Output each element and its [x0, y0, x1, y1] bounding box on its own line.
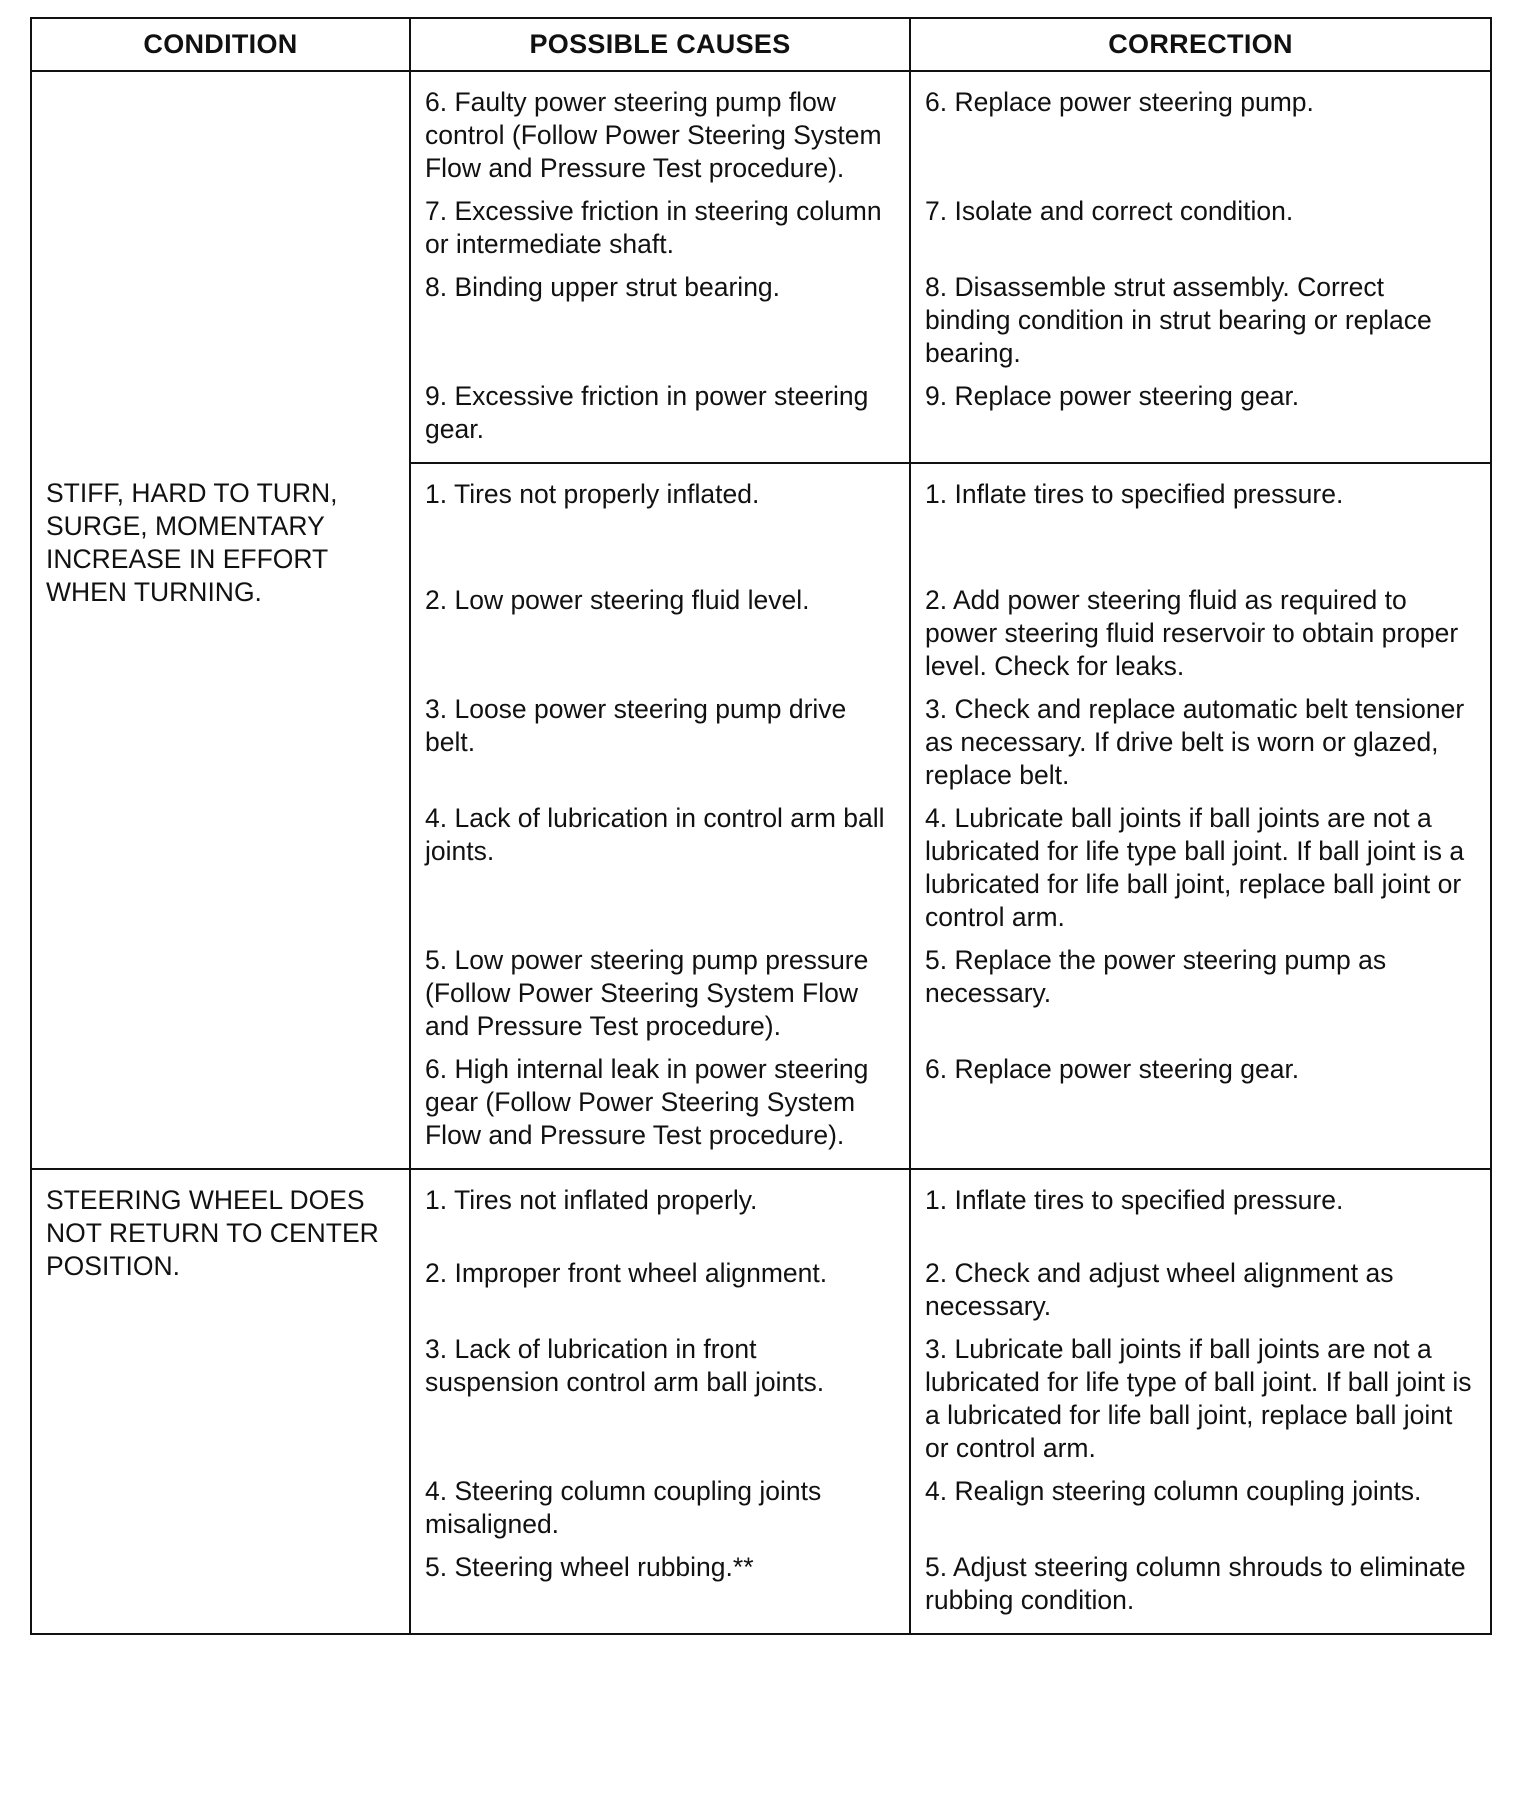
correction-text: 2. Check and adjust wheel alignment as necessary. [925, 1258, 1394, 1321]
header-condition: CONDITION [32, 19, 410, 71]
correction-text: 3. Check and replace automatic belt tensioner as necessary. If drive belt is worn or glazed, replace belt. [925, 694, 1465, 790]
condition-cell [32, 71, 410, 463]
table-row [32, 463, 1490, 584]
correction-text: 6. Replace power steering gear. [925, 1054, 1300, 1084]
correction-text: 4. Lubricate ball joints if ball joints are not a lubricated for life type ball joint. If ball joint is a lubricated for life ball joint, replace ball joint or control arm. [925, 803, 1465, 932]
cause-text: 1. Tires not inflated properly. [425, 1185, 758, 1215]
header-row [32, 19, 1490, 71]
table-row [32, 71, 1490, 195]
header-correction: CORRECTION [910, 19, 1490, 71]
correction-text: 1. Inflate tires to specified pressure. [925, 1185, 1344, 1215]
cause-text: 4. Steering column coupling joints misaligned. [425, 1476, 822, 1539]
cause-text: 5. Steering wheel rubbing.** [425, 1552, 754, 1582]
correction-text: 5. Adjust steering column shrouds to eliminate rubbing condition. [925, 1552, 1466, 1615]
cause-text: 3. Lack of lubrication in front suspension control arm ball joints. [425, 1334, 825, 1397]
correction-text: 8. Disassemble strut assembly. Correct binding condition in strut bearing or replace bearing. [925, 272, 1432, 368]
cause-text: 6. High internal leak in power steering gear (Follow Power Steering System Flow and Pressure Test procedure). [425, 1054, 869, 1150]
correction-text: 7. Isolate and correct condition. [925, 196, 1294, 226]
header-possible-causes: POSSIBLE CAUSES [410, 19, 910, 71]
table-row [32, 1169, 1490, 1257]
correction-text: 6. Replace power steering pump. [925, 87, 1314, 117]
cause-text: 7. Excessive friction in steering column or intermediate shaft. [425, 196, 882, 259]
cause-text: 5. Low power steering pump pressure (Follow Power Steering System Flow and Pressure Test procedure). [425, 945, 869, 1041]
diagnosis-table [32, 19, 1490, 1633]
condition-cell: STIFF, HARD TO TURN, SURGE, MOMENTARY INCREASE IN EFFORT WHEN TURNING. [32, 463, 410, 1169]
condition-cell: STEERING WHEEL DOES NOT RETURN TO CENTER POSITION. [32, 1169, 410, 1633]
diagnosis-table-sheet [30, 17, 1492, 1635]
correction-text: 9. Replace power steering gear. [925, 381, 1300, 411]
correction-text: 1. Inflate tires to specified pressure. [925, 479, 1344, 509]
correction-text: 4. Realign steering column coupling joints. [925, 1476, 1422, 1506]
cause-text: 1. Tires not properly inflated. [425, 479, 760, 509]
correction-text: 3. Lubricate ball joints if ball joints are not a lubricated for life type of ball joint. If ball joint is a lubricated for life ball joint, replace ball joint or control arm. [925, 1334, 1472, 1463]
cause-text: 2. Improper front wheel alignment. [425, 1258, 828, 1288]
correction-text: 5. Replace the power steering pump as necessary. [925, 945, 1387, 1008]
cause-text: 4. Lack of lubrication in control arm ball joints. [425, 803, 885, 866]
cause-text: 6. Faulty power steering pump flow control (Follow Power Steering System Flow and Pressure Test procedure). [425, 87, 882, 183]
cause-text: 8. Binding upper strut bearing. [425, 272, 781, 302]
cause-text: 9. Excessive friction in power steering gear. [425, 381, 869, 444]
correction-text: 2. Add power steering fluid as required to power steering fluid reservoir to obtain proper level. Check for leaks. [925, 585, 1459, 681]
cause-text: 3. Loose power steering pump drive belt. [425, 694, 847, 757]
cause-text: 2. Low power steering fluid level. [425, 585, 810, 615]
